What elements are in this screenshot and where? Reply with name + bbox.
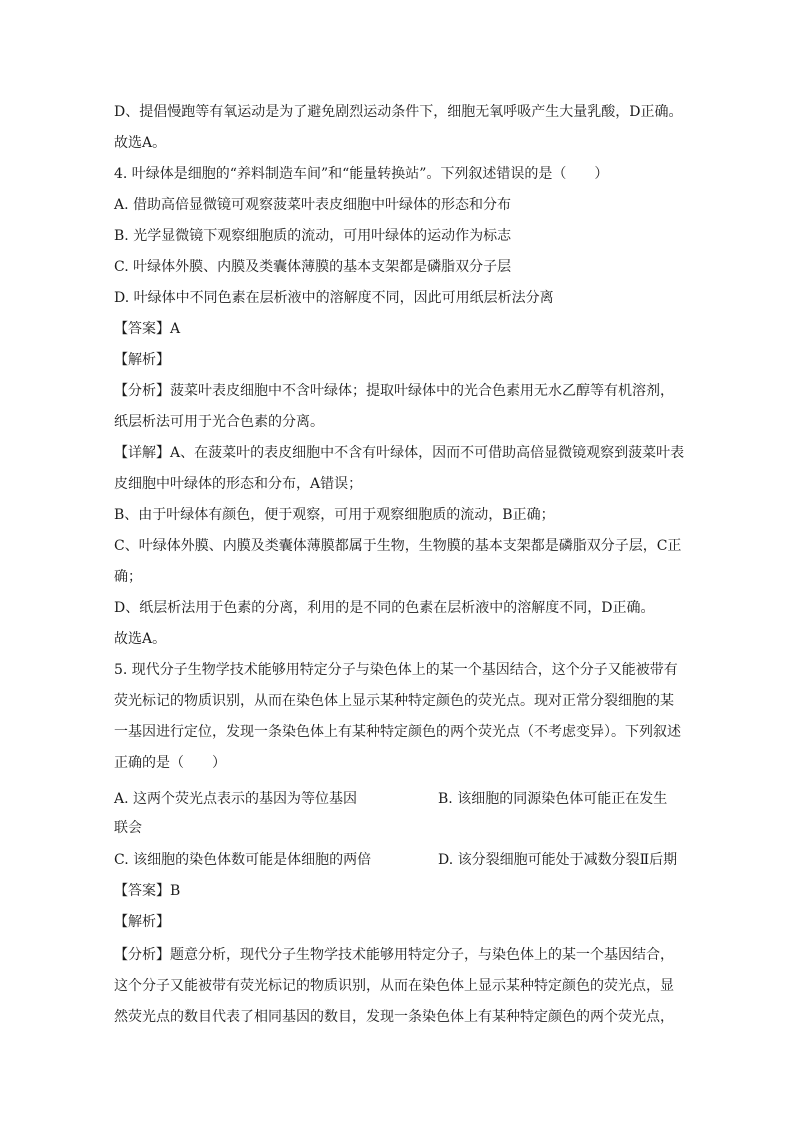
- question-4-detail-line-5: 确；: [114, 569, 142, 585]
- question-4-detail-line-6: D、纸层析法用于色素的分离，利用的是不同的色素在层析液中的溶解度不同，D正确。: [114, 600, 655, 616]
- question-4-detail-line-3: B、由于叶绿体有颜色，便于观察，可用于观察细胞质的流动，B正确；: [114, 507, 555, 523]
- question-5-option-d: D. 该分裂细胞可能处于减数分裂Ⅱ后期: [438, 852, 678, 868]
- question-4-detail-line-1: 【详解】A、在菠菜叶的表皮细胞中不含有叶绿体，因而不可借助高倍显微镜观察到菠菜叶表: [114, 445, 685, 461]
- question-5-stem-line-4: 正确的是（ ）: [114, 755, 226, 771]
- question-5-stem-line-1: 5. 现代分子生物学技术能够用特定分子与染色体上的某一个基因结合，这个分子又能被带有: [114, 662, 678, 678]
- question-4-stem: 4. 叶绿体是细胞的“养料制造车间”和“能量转换站”。下列叙述错误的是（ ）: [114, 166, 609, 182]
- question-4-option-a: A. 借助高倍显微镜可观察菠菜叶表皮细胞中叶绿体的形态和分布: [114, 197, 512, 213]
- question-5-analysis-heading: 【解析】: [114, 914, 170, 930]
- question-4-option-d: D. 叶绿体中不同色素在层析液中的溶解度不同，因此可用纸层析法分离: [114, 290, 554, 306]
- text-line-d-answer-q3: D、提倡慢跑等有氧运动是为了避免剧烈运动条件下，细胞无氧呼吸产生大量乳酸，D正确。: [114, 104, 683, 120]
- question-4-detail-line-4: C、叶绿体外膜、内膜及类囊体薄膜都属于生物，生物膜的基本支架都是磷脂双分子层，C正: [114, 538, 682, 554]
- question-5-stem-line-2: 荧光标记的物质识别，从而在染色体上显示某种特定颜色的荧光点。现对正常分裂细胞的某: [114, 693, 674, 709]
- question-5-analysis-line-3: 然荧光点的数目代表了相同基因的数目，发现一条染色体上有某种特定颜色的两个荧光点，: [114, 1009, 674, 1025]
- question-4-detail-line-2: 皮细胞中叶绿体的形态和分布，A错误；: [114, 476, 363, 492]
- question-4-choose-a: 故选A。: [114, 631, 167, 647]
- question-4-answer: 【答案】A: [114, 321, 181, 337]
- question-5-option-c: C. 该细胞的染色体数可能是体细胞的两倍: [114, 852, 372, 868]
- question-5-stem-line-3: 一基因进行定位，发现一条染色体上有某种特定颜色的两个荧光点（不考虑变异）。下列叙述: [114, 724, 681, 740]
- question-4-analysis-heading: 【解析】: [114, 352, 170, 368]
- question-4-option-c: C. 叶绿体外膜、内膜及类囊体薄膜的基本支架都是磷脂双分子层: [114, 259, 512, 275]
- question-4-analysis-line-2: 纸层析法可用于光合色素的分离。: [114, 414, 324, 430]
- question-5-answer: 【答案】B: [114, 883, 181, 899]
- question-4-analysis-line-1: 【分析】菠菜叶表皮细胞中不含叶绿体；提取叶绿体中的光合色素用无水乙醇等有机溶剂，: [114, 383, 674, 399]
- question-4-option-b: B. 光学显微镜下观察细胞质的流动，可用叶绿体的运动作为标志: [114, 228, 512, 244]
- question-5-analysis-line-1: 【分析】题意分析，现代分子生物学技术能够用特定分子，与染色体上的某一个基因结合，: [114, 947, 674, 963]
- question-5-analysis-line-2: 这个分子又能被带有荧光标记的物质识别，从而在染色体上显示某种特定颜色的荧光点，显: [114, 978, 674, 994]
- question-5-option-b: B. 该细胞的同源染色体可能正在发生: [438, 791, 668, 807]
- text-line-choose-a-q3: 故选A。: [114, 135, 167, 151]
- question-5-option-a: A. 这两个荧光点表示的基因为等位基因: [114, 791, 358, 807]
- question-5-option-b-continued: 联会: [114, 820, 142, 836]
